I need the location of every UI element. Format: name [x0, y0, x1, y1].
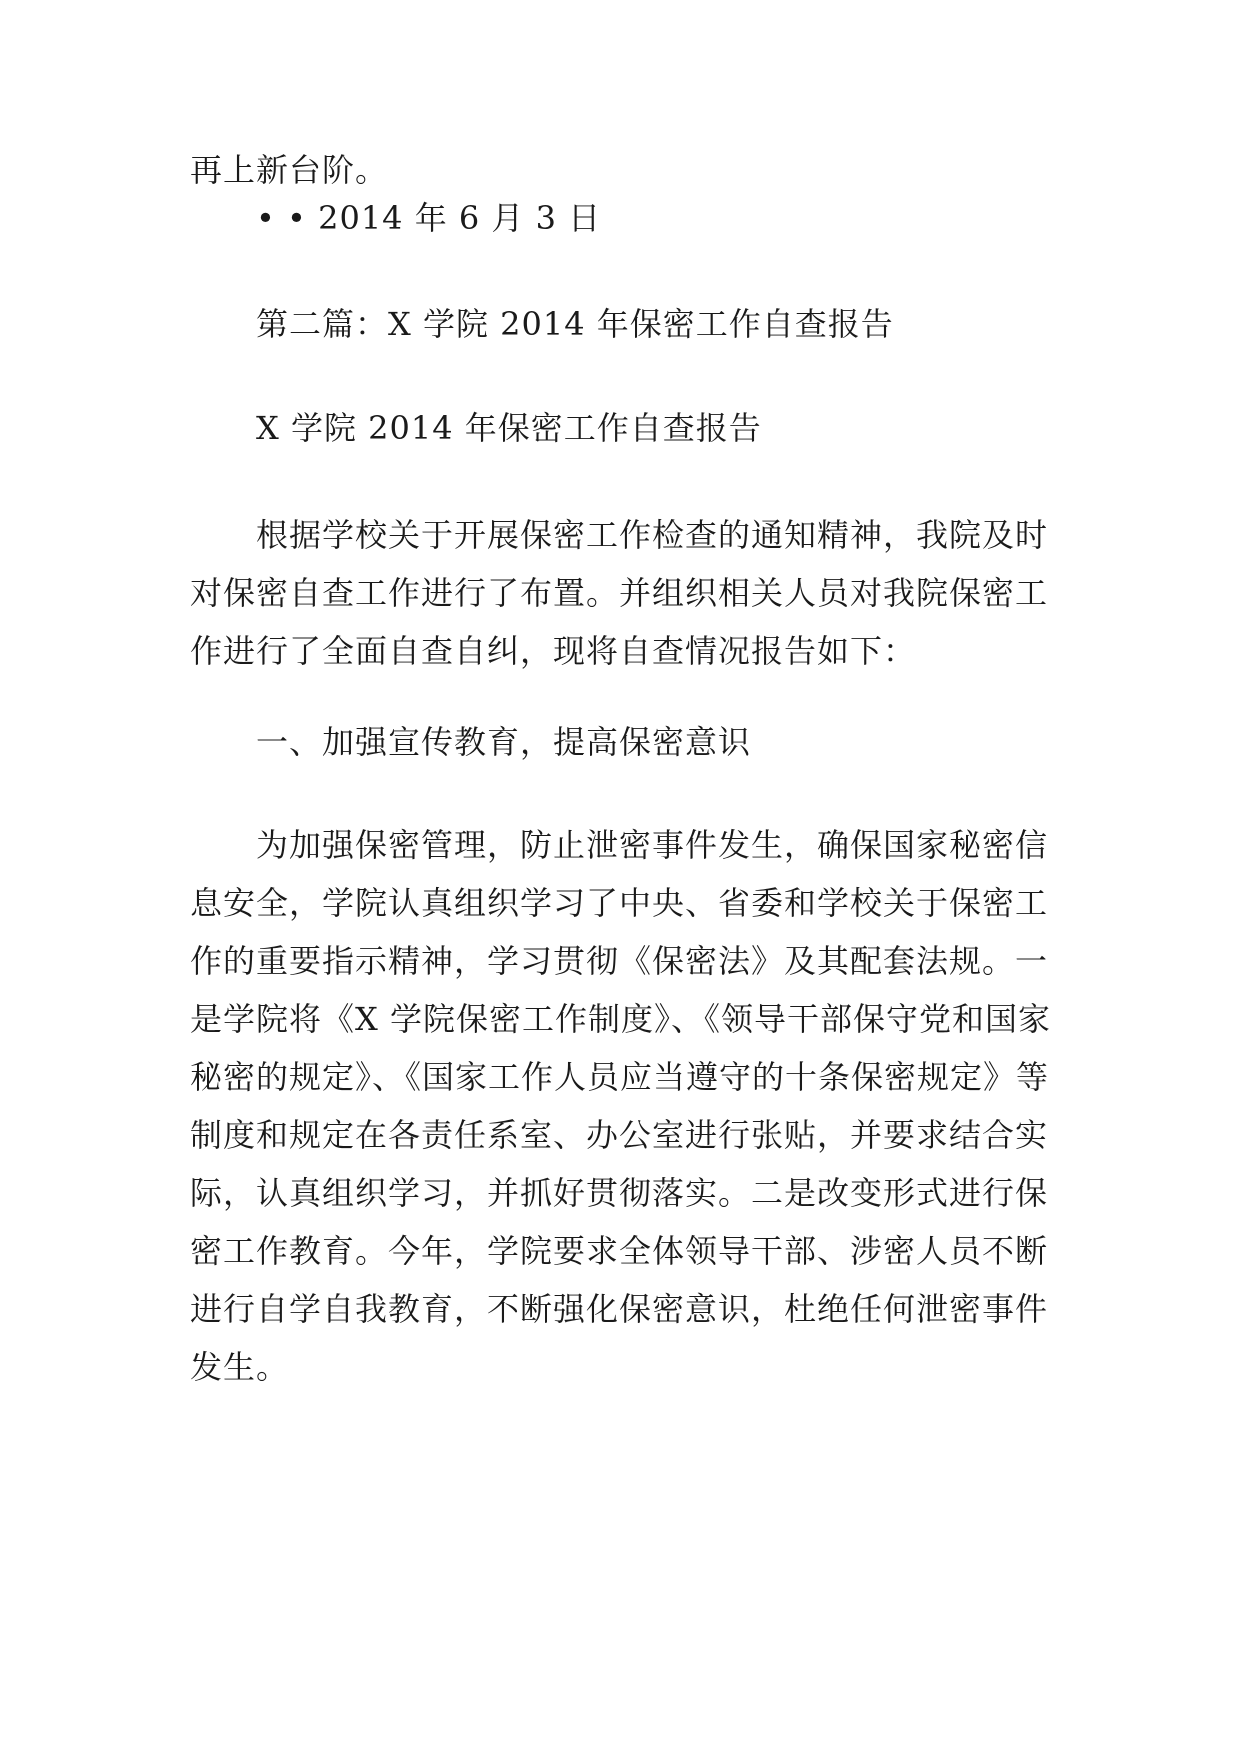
date-line: • • 2014 年 6 月 3 日: [256, 199, 602, 237]
paragraph-line: 进行自学自我教育，不断强化保密意识，杜绝任何泄密事件: [190, 1290, 1049, 1328]
section-heading: 一、加强宣传教育，提高保密意识: [256, 723, 752, 761]
paragraph-line: 作的重要指示精神，学习贯彻《保密法》及其配套法规。一: [190, 942, 1049, 980]
chapter-title: 第二篇：X 学院 2014 年保密工作自查报告: [256, 305, 894, 343]
paragraph-line: 秘密的规定》、《国家工作人员应当遵守的十条保密规定》等: [190, 1058, 1050, 1096]
section-paragraph: [190, 816, 1070, 1396]
intro-paragraph: [190, 506, 1070, 680]
paragraph-line: 息安全，学院认真组织学习了中央、省委和学校关于保密工: [190, 884, 1049, 922]
paragraph-line: 为加强保密管理，防止泄密事件发生，确保国家秘密信: [256, 826, 1049, 864]
continuation-text: 再上新台阶。: [190, 151, 389, 189]
paragraph-line: 是学院将《X 学院保密工作制度》、《领导干部保守党和国家: [190, 1000, 1051, 1038]
paragraph-line: 发生。: [190, 1348, 290, 1386]
paragraph-line: 对保密自查工作进行了布置。并组织相关人员对我院保密工: [190, 574, 1049, 612]
paragraph-line: 制度和规定在各责任系室、办公室进行张贴，并要求结合实: [190, 1116, 1049, 1154]
paragraph-line: 作进行了全面自查自纠，现将自查情况报告如下：: [190, 632, 917, 670]
paragraph-line: 根据学校关于开展保密工作检查的通知精神，我院及时: [256, 516, 1049, 554]
paragraph-line: 际，认真组织学习，并抓好贯彻落实。二是改变形式进行保: [190, 1174, 1049, 1212]
report-title: X 学院 2014 年保密工作自查报告: [256, 409, 762, 447]
paragraph-line: 密工作教育。今年，学院要求全体领导干部、涉密人员不断: [190, 1232, 1049, 1270]
